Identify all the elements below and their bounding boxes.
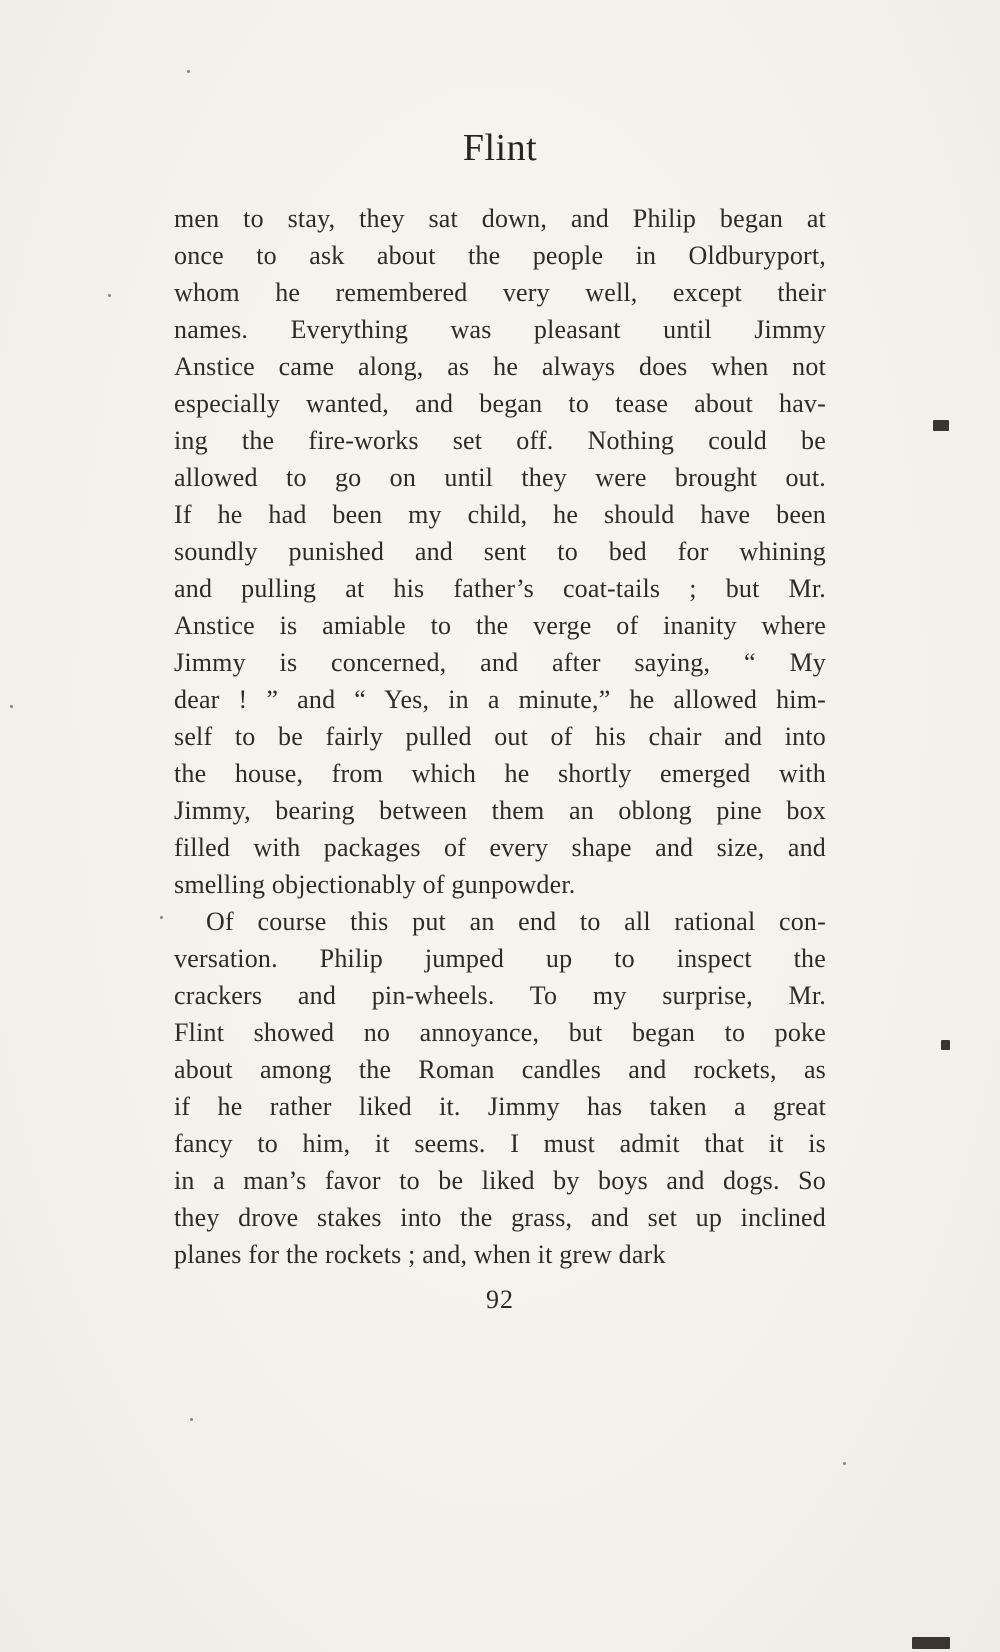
scan-artifact [108, 294, 111, 297]
scan-artifact [912, 1637, 950, 1649]
text-line: soundly punished and sent to bed for whining [174, 537, 826, 566]
page-number: 92 [486, 1285, 514, 1314]
page-title: Flint [462, 127, 538, 169]
text-line: about among the Roman candles and rockets, as [174, 1055, 826, 1084]
scan-artifact [843, 1462, 846, 1465]
text-line: once to ask about the people in Oldburyport, [174, 241, 826, 270]
text-line: self to be fairly pulled out of his chair and into [174, 722, 826, 751]
text-block [174, 200, 826, 1273]
text-line: they drove stakes into the grass, and set up inclined [174, 1203, 826, 1232]
text-line: and pulling at his father’s coat-tails ; but Mr. [174, 574, 826, 603]
text-line: dear ! ” and “ Yes, in a minute,” he allowed him- [174, 685, 826, 714]
text-line: Jimmy, bearing between them an oblong pine box [174, 796, 826, 825]
text-line: names. Everything was pleasant until Jimmy [174, 315, 826, 344]
text-line: Flint showed no annoyance, but began to poke [174, 1018, 826, 1047]
text-line: men to stay, they sat down, and Philip began at [174, 204, 826, 233]
text-line: ing the fire-works set off. Nothing could be [174, 426, 826, 455]
text-line: Jimmy is concerned, and after saying, “ My [174, 648, 826, 677]
scan-artifact [10, 705, 13, 708]
text-line: Of course this put an end to all rational con- [206, 907, 826, 936]
text-line: whom he remembered very well, except their [174, 278, 826, 307]
scan-artifact [190, 1418, 193, 1421]
paragraph [174, 200, 826, 903]
scan-artifact [941, 1040, 950, 1050]
text-line: filled with packages of every shape and size, and [174, 833, 826, 862]
text-line: smelling objectionably of gunpowder. [174, 870, 576, 899]
paragraph [174, 903, 826, 1273]
scan-artifact [160, 916, 163, 919]
text-line: Anstice is amiable to the verge of inanity where [174, 611, 826, 640]
text-line: in a man’s favor to be liked by boys and dogs. So [174, 1166, 826, 1195]
text-line: If he had been my child, he should have been [174, 500, 826, 529]
text-line: versation. Philip jumped up to inspect the [174, 944, 826, 973]
text-line: fancy to him, it seems. I must admit that it is [174, 1129, 826, 1158]
scan-artifact [933, 420, 949, 431]
text-line: if he rather liked it. Jimmy has taken a great [174, 1092, 826, 1121]
text-line: allowed to go on until they were brought out. [174, 463, 826, 492]
text-line: especially wanted, and began to tease about hav- [174, 389, 826, 418]
text-line: Anstice came along, as he always does when not [174, 352, 826, 381]
scan-artifact [187, 70, 190, 73]
text-line: crackers and pin-wheels. To my surprise, Mr. [174, 981, 826, 1010]
text-line: planes for the rockets ; and, when it grew dark [174, 1240, 666, 1269]
text-line: the house, from which he shortly emerged with [174, 759, 826, 788]
